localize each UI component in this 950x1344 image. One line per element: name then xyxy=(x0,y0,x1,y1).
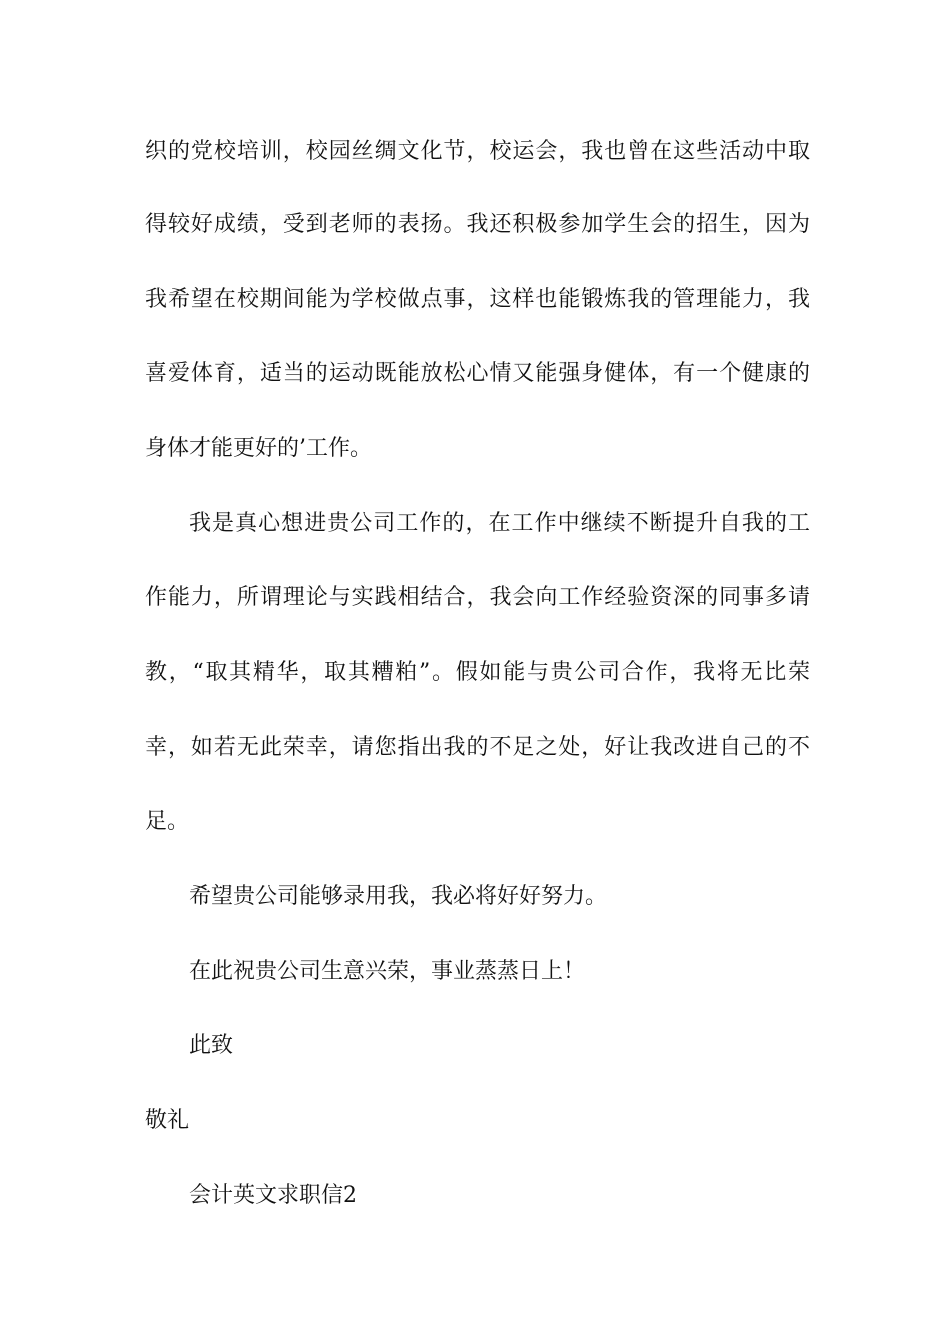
paragraph-2-line-2: 作能力，所谓理论与实践相结合，我会向工作经验资深的同事多请 xyxy=(145,585,810,610)
paragraph-2-line-3: 教，“取其精华，取其糟粕”。假如能与贵公司合作，我将无比荣 xyxy=(145,660,810,685)
closing-regards: 敬礼 xyxy=(145,1108,190,1133)
hope-line: 希望贵公司能够录用我，我必将好好努力。 xyxy=(189,884,608,909)
closing-salutation: 此致 xyxy=(189,1033,234,1058)
paragraph-2-line-1: 我是真心想进贵公司工作的，在工作中继续不断提升自我的工 xyxy=(189,511,810,536)
paragraph-2-line-4: 幸，如若无此荣幸，请您指出我的不足之处，好让我改进自己的不 xyxy=(145,735,810,760)
paragraph-2-line-5: 足。 xyxy=(145,809,190,834)
paragraph-1-line-1: 织的党校培训，校园丝绸文化节，校运会，我也曾在这些活动中取 xyxy=(145,139,810,164)
paragraph-1-line-5: 身体才能更好的’工作。 xyxy=(145,436,372,461)
paragraph-1-line-3: 我希望在校期间能为学校做点事，这样也能锻炼我的管理能力，我 xyxy=(145,287,810,312)
paragraph-1-line-4: 喜爱体育，适当的运动既能放松心情又能强身健体，有一个健康的 xyxy=(145,361,810,386)
paragraph-1-line-2: 得较好成绩，受到老师的表扬。我还积极参加学生会的招生，因为 xyxy=(145,212,810,237)
wish-line: 在此祝贵公司生意兴荣，事业蒸蒸日上！ xyxy=(189,959,586,984)
next-letter-title: 会计英文求职信2 xyxy=(189,1183,357,1208)
